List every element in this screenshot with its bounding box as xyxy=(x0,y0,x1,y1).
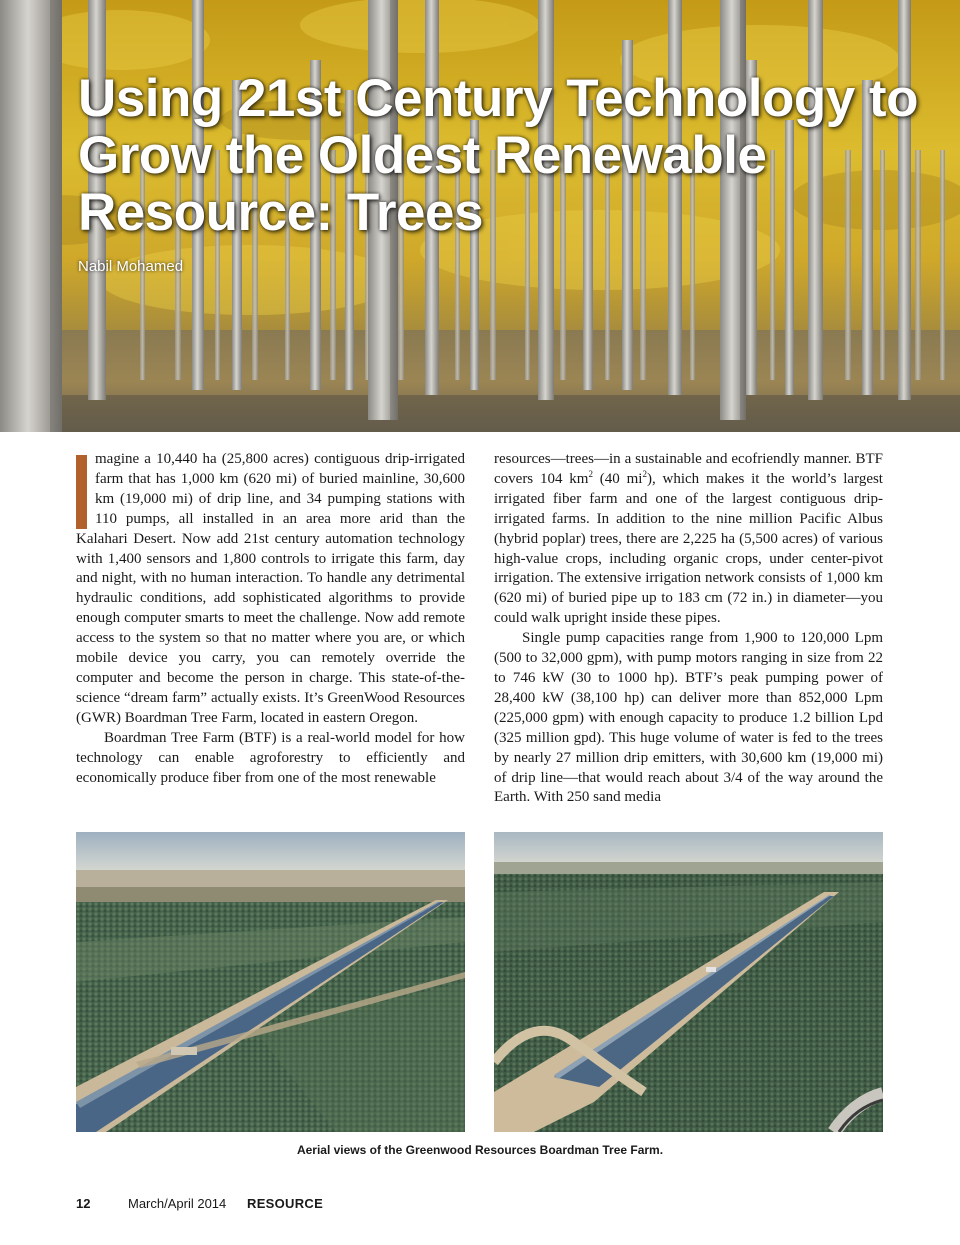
article-author: Nabil Mohamed xyxy=(78,258,184,275)
page-number: 12 xyxy=(76,1196,91,1211)
paragraph-intro: magine a 10,440 ha (25,800 acres) contiguous drip-irrigated farm that has 1,000 km (620 mi) of buried mainline, 30,600 km (19,000 mi) of drip line, and 34 pumping stations with 110 pumps, all installed in an area more arid than the Kalahari Desert. Now add 21st century automation technology with 1,400 sensors and 1,800 controls to irrigate this farm, day and night, with no human interaction. To handle any detrimental hydraulic conditions, add sophisticated algorithms to provide enough computer smarts to meet the challenge. Now add remote access to the system so that no matter where you are, or which mobile device you carry, you can remotely override the computer and become the person in charge. This state-of-the-science “dream farm” actually exists. It’s GreenWood Resources (GWR) Boardman Tree Farm, located in eastern Oregon. xyxy=(76,451,465,726)
issue-date: March/April 2014 xyxy=(128,1196,227,1211)
body-column-left xyxy=(76,450,465,788)
body-column-right xyxy=(494,450,883,808)
article-title: Using 21st Century Technology to Grow the Oldest Renewable Resource: Trees xyxy=(78,69,918,242)
paragraph-btf-model: Boardman Tree Farm (BTF) is a real-world model for how technology can enable agroforestry to efficiently and economically produce fiber from one of the most renewable xyxy=(76,729,465,786)
figure-caption: Aerial views of the Greenwood Resources Boardman Tree Farm. xyxy=(296,1143,664,1157)
page-footer xyxy=(76,1196,323,1211)
hero-image xyxy=(0,0,960,432)
drop-cap xyxy=(76,455,87,529)
aerial-photo-right xyxy=(494,832,883,1132)
paragraph-pump-capacities: Single pump capacities range from 1,900 to 120,000 Lpm (500 to 32,000 gpm), with pump motors ranging in size from 22 to 746 kW (30 to 1000 hp). BTF’s peak pumping power of 28,400 kW (38,100 hp) can deliver more than 852,000 Lpm (225,000 gpm) with enough capacity to produce 1.2 billion Lpd (325 million gpd). This huge volume of water is fed to the trees by nearly 27 million drip emitters, with 30,600 km (19,000 mi) of drip line—that would reach about 3/4 of the way around the Earth. With 250 sand media xyxy=(494,630,883,806)
aerial-photo-left xyxy=(76,832,465,1132)
paragraph-resources: resources—trees—in a sustainable and ecofriendly manner. BTF covers 104 $km^2$ (40 $mi^2$), which makes it the world’s largest irrigated fiber farm and one of the largest contiguous drip-irrigated farms. In addition to the nine million Pacific Albus (hybrid poplar) trees, there are 2,225 ha (5,500 acres) of various high-value crops, including organic crops, under center-pivot irrigation. The extensive irrigation network consists of 1,000 km (620 mi) of buried pipe up to 183 cm (72 in.) in diameter—you could walk upright inside these pipes. xyxy=(494,451,883,627)
magazine-name: RESOURCE xyxy=(247,1196,324,1211)
